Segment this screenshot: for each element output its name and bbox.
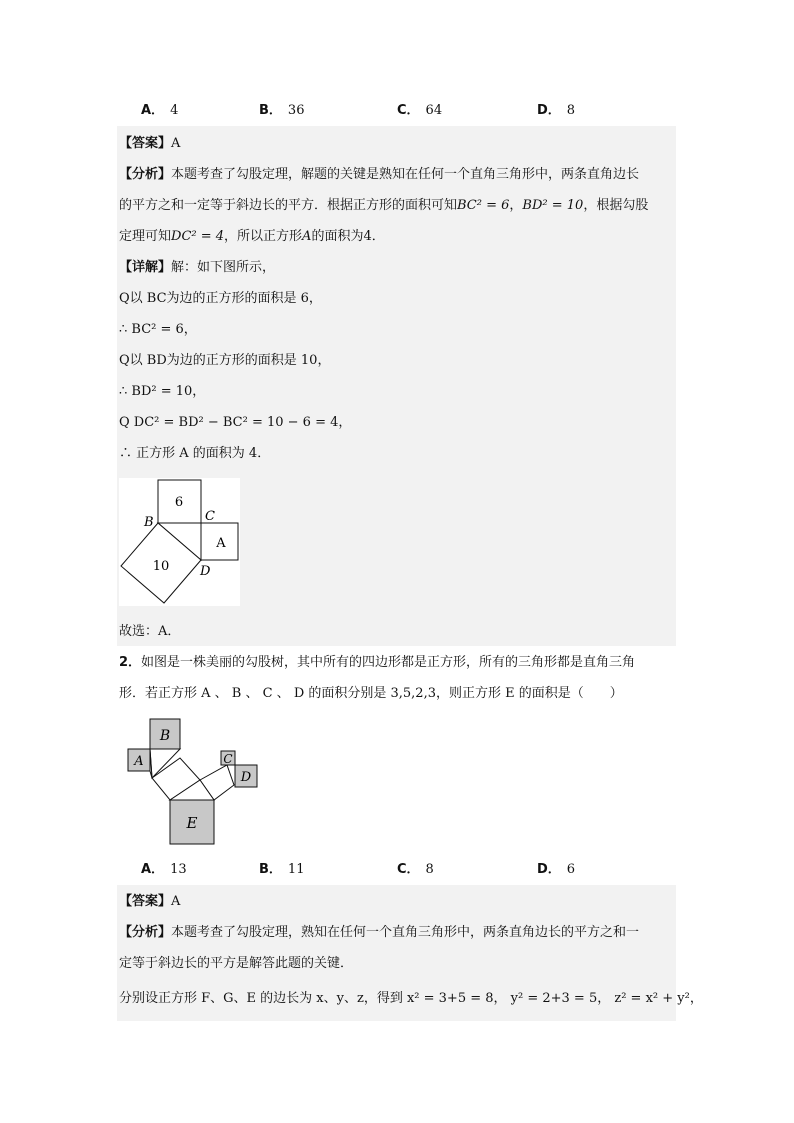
q1-step-6: ∴ 正方形 A 的面积为 4． bbox=[119, 446, 271, 461]
variable: A bbox=[302, 229, 312, 244]
label-c: C bbox=[205, 509, 215, 524]
q1-step-2: ∴ BC² = 6， bbox=[119, 322, 197, 337]
label-d: D bbox=[200, 564, 211, 579]
equation: DC² = 4 bbox=[171, 229, 225, 244]
q2-analysis-line-2: 定等于斜边长的平方是解答此题的关键． bbox=[119, 956, 354, 971]
analysis-text: 定理可知 bbox=[119, 229, 172, 244]
stem-text: 如图是一株美丽的勾股树，其中所有的四边形都是正方形，所有的三角形都是直角三角 bbox=[141, 655, 636, 670]
q1-conclusion: 故选：A． bbox=[119, 624, 181, 639]
answer-tag: 【答案】 bbox=[119, 894, 172, 909]
q1-analysis-line-3 bbox=[119, 227, 385, 247]
q1-detail-line bbox=[119, 258, 275, 278]
q1-analysis-line-1 bbox=[119, 165, 639, 185]
label-e-q2: E bbox=[186, 814, 198, 832]
equation: BC² = 6 bbox=[457, 198, 510, 213]
question-number: 2． bbox=[119, 655, 142, 670]
q1-answer-line bbox=[119, 134, 180, 154]
answer-tag: 【答案】 bbox=[119, 136, 172, 151]
analysis-tag: 【分析】 bbox=[119, 167, 172, 182]
q1-figure bbox=[119, 478, 240, 606]
q2-option-d: D． 6 bbox=[537, 862, 576, 877]
q1-option-d: D． 8 bbox=[537, 103, 576, 118]
q2-option-c: C． 8 bbox=[397, 862, 434, 877]
q1-step-1: Q以 BC为边的正方形的面积是 6， bbox=[119, 291, 322, 306]
analysis-text: 本题考查了勾股定理，解题的关键是熟知在任何一个直角三角形中，两条直角边长 bbox=[171, 167, 640, 182]
analysis-text: 本题考查了勾股定理，熟知在任何一个直角三角形中，两条直角边长的平方之和一 bbox=[171, 925, 640, 940]
analysis-text: ，根据勾股 bbox=[583, 198, 649, 213]
detail-text: 解：如下图所示， bbox=[171, 260, 276, 275]
q1-step-3: Q以 BD为边的正方形的面积是 10， bbox=[119, 353, 331, 368]
q2-answer-line bbox=[119, 892, 180, 912]
label-a-q2: A bbox=[134, 754, 144, 769]
q2-analysis-line-3: 分别设正方形 F、G、E 的边长为 x、y、z，得到 x² = 3+5 = 8， y² = 2+3 = 5， z² = x² + y²， bbox=[119, 991, 703, 1006]
analysis-text: ，所以正方形 bbox=[224, 229, 303, 244]
q1-step-5: Q DC² = BD² − BC² = 10 − 6 = 4， bbox=[119, 415, 352, 430]
label-c-q2: C bbox=[223, 752, 233, 766]
analysis-tag: 【分析】 bbox=[119, 925, 172, 940]
q1-step-4: ∴ BD² = 10， bbox=[119, 384, 206, 399]
label-a: A bbox=[216, 536, 226, 551]
q2-figure bbox=[126, 717, 260, 847]
q2-analysis-line-1 bbox=[119, 923, 639, 943]
label-b-q2: B bbox=[159, 728, 171, 744]
detail-tag: 【详解】 bbox=[119, 260, 172, 275]
answer-value: A bbox=[171, 894, 181, 909]
q2-option-a: A． 13 bbox=[141, 862, 187, 877]
equation: BD² = 10 bbox=[522, 198, 584, 213]
label-10: 10 bbox=[152, 559, 170, 574]
q1-analysis-line-2: 的平方之和一定等于斜边长的平方．根据正方形的面积可知BC² = 6，BD² = 10，根据勾股 bbox=[119, 198, 649, 213]
q1-option-c: C． 64 bbox=[397, 103, 443, 118]
label-6: 6 bbox=[174, 495, 184, 510]
answer-value: A bbox=[171, 136, 181, 151]
q1-option-a: A． 4 bbox=[141, 103, 179, 118]
analysis-text: 的平方之和一定等于斜边长的平方．根据正方形的面积可知 bbox=[119, 198, 458, 213]
analysis-text: 的面积为4． bbox=[311, 229, 385, 244]
q1-option-b: B． 36 bbox=[259, 103, 305, 118]
q2-stem-line-1 bbox=[119, 653, 635, 673]
label-b: B bbox=[144, 515, 154, 530]
q2-stem-line-2: 形．若正方形 A 、 B 、 C 、 D 的面积分别是 3,5,2,3，则正方形 E 的面积是（ ） bbox=[119, 686, 623, 701]
label-d-q2: D bbox=[240, 770, 252, 785]
q2-option-b: B． 11 bbox=[259, 862, 305, 877]
